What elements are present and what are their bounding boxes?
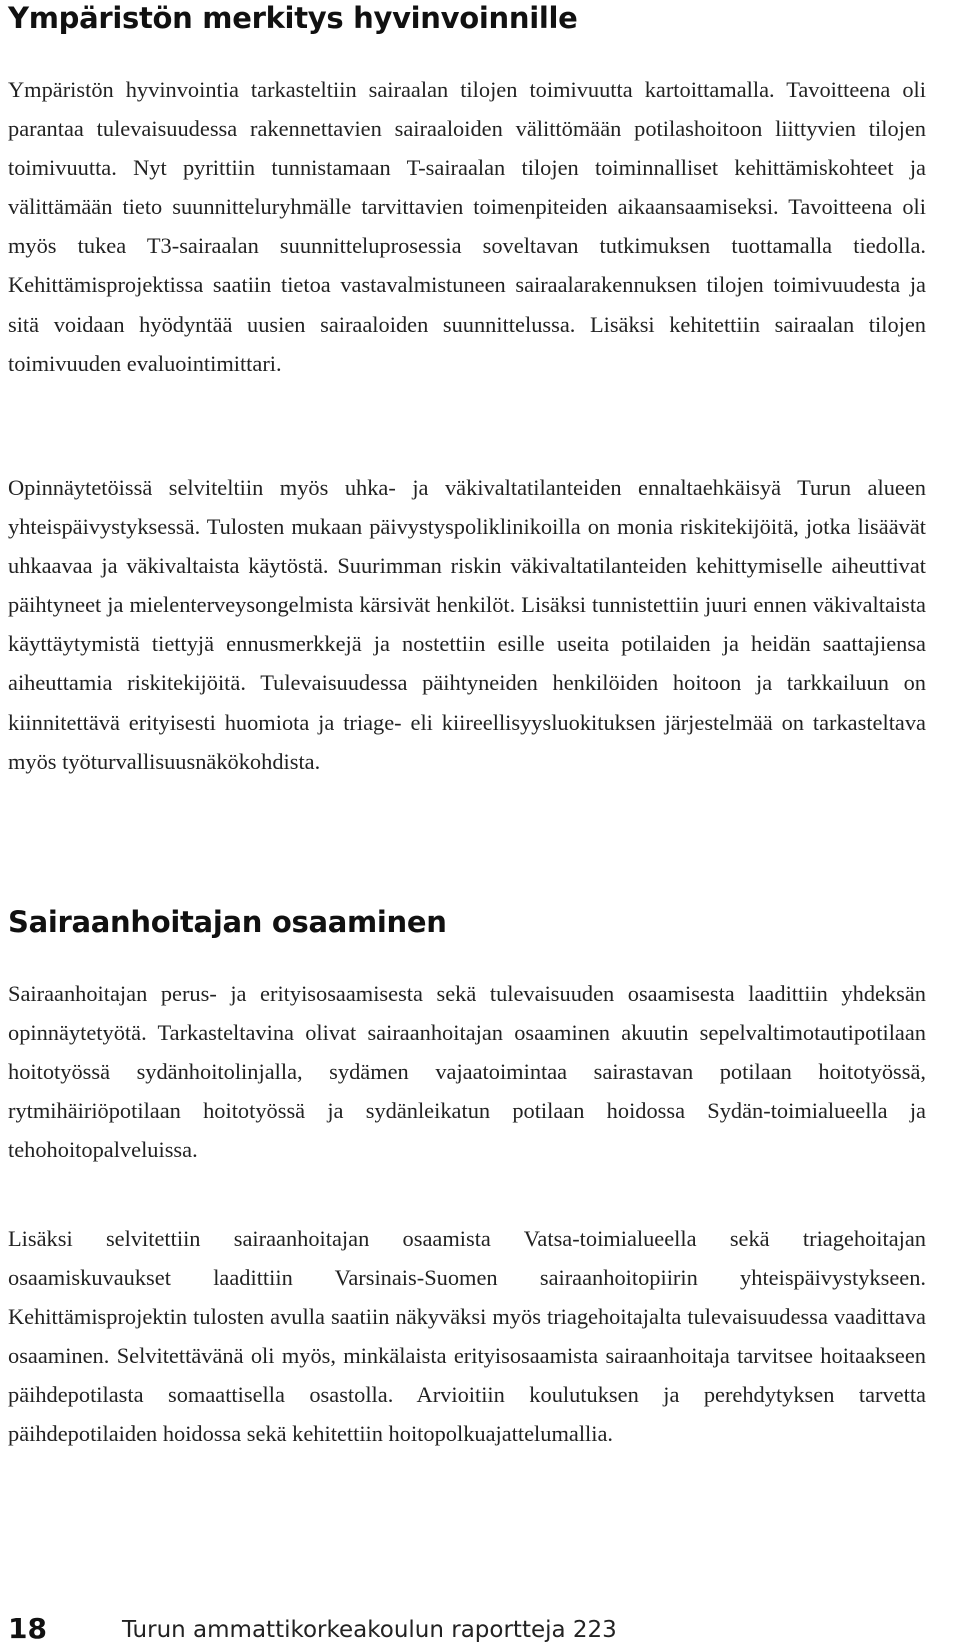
- page-number: 18: [8, 1612, 47, 1645]
- paragraph-nursing-2: Lisäksi selvitettiin sairaanhoitajan osaamista Vatsa-toimialueella sekä triagehoitajan osaamiskuvaukset laadittiin Varsinais-Suomen sairaanhoitopiirin yhteispäivystykseen. Kehittämisprojektin tulosten avulla saatiin näkyväksi myös triagehoitajalta tulevaisuudessa vaadittava osaaminen. Selvitettävänä oli myös, minkälaista erityisosaamista sairaanhoitaja tarvitsee hoitaakseen päihdepotilasta somaattisella osastolla. Arvioitiin koulutuksen ja perehdytyksen tarvetta päihdepotilaiden hoidossa sekä kehitettiin hoitopolkuajattelumallia.: [8, 1226, 926, 1447]
- section-heading-environment: Ympäristön merkitys hyvinvoinnille: [8, 1, 578, 35]
- paragraph-nursing-1: Sairaanhoitajan perus- ja erityisosaamisesta sekä tulevaisuuden osaamisesta laadittiin yhdeksän opinnäytetyötä. Tarkasteltavina olivat sairaanhoitajan osaaminen akuutin sepelvaltimotautipotilaan hoitotyössä sydänhoitolinjalla, sydämen vajaatoimintaa sairastavan potilaan hoitotyössä, rytmihäiriöpotilaan hoitotyössä ja sydänleikatun potilaan hoidossa Sydän-toimialueella ja tehohoitopalveluissa.: [8, 981, 926, 1163]
- section-heading-nursing-competence: Sairaanhoitajan osaaminen: [8, 905, 447, 939]
- paragraph-environment-1: Ympäristön hyvinvointia tarkasteltiin sairaalan tilojen toimivuutta kartoittamalla. Tavoitteena oli parantaa tulevaisuudessa rakennettavien sairaaloiden välittömään potilashoitoon liittyvien tilojen toimivuutta. Nyt pyrittiin tunnistamaan T-sairaalan tilojen toiminnalliset kehittämiskohteet ja välittämään tieto suunnitteluryhmälle tarvittavien toimenpiteiden aikaansaamiseksi. Tavoitteena oli myös tukea T3-sairaalan suunnitteluprosessia soveltavan tutkimuksen tuottamalla tiedolla. Kehittämisprojektissa saatiin tietoa vastavalmistuneen sairaalarakennuksen tilojen toimivuudesta ja sitä voidaan hyödyntää uusien sairaaloiden suunnittelussa. Lisäksi kehitettiin sairaalan tilojen toimivuuden evaluointimittari.: [8, 77, 926, 376]
- page-footer: [8, 1613, 926, 1647]
- publication-title: Turun ammattikorkeakoulun raportteja 223: [122, 1617, 617, 1643]
- paragraph-environment-2: Opinnäytetöissä selviteltiin myös uhka- ja väkivaltatilanteiden ennaltaehkäisyä Turun alueen yhteispäivystyksessä. Tulosten mukaan päivystyspoliklinikoilla on monia riskitekijöitä, jotka lisäävät uhkaavaa ja väkivaltaista käytöstä. Suurimman riskin väkivaltatilanteiden kehittymiselle aiheuttivat päihtyneet ja mielenterveysongelmista kärsivät henkilöt. Lisäksi tunnistettiin juuri ennen väkivaltaista käyttäytymistä tiettyjä ennusmerkkejä ja nostettiin esille useita potilaiden ja heidän saattajiensa aiheuttamia riskitekijöitä. Tulevaisuudessa päihtyneiden henkilöiden hoitoon ja tarkkailuun on kiinnitettävä erityisesti huomiota ja triage- eli kiireellisyysluokituksen järjestelmää on tarkasteltava myös työturvallisuusnäkökohdista.: [8, 475, 926, 774]
